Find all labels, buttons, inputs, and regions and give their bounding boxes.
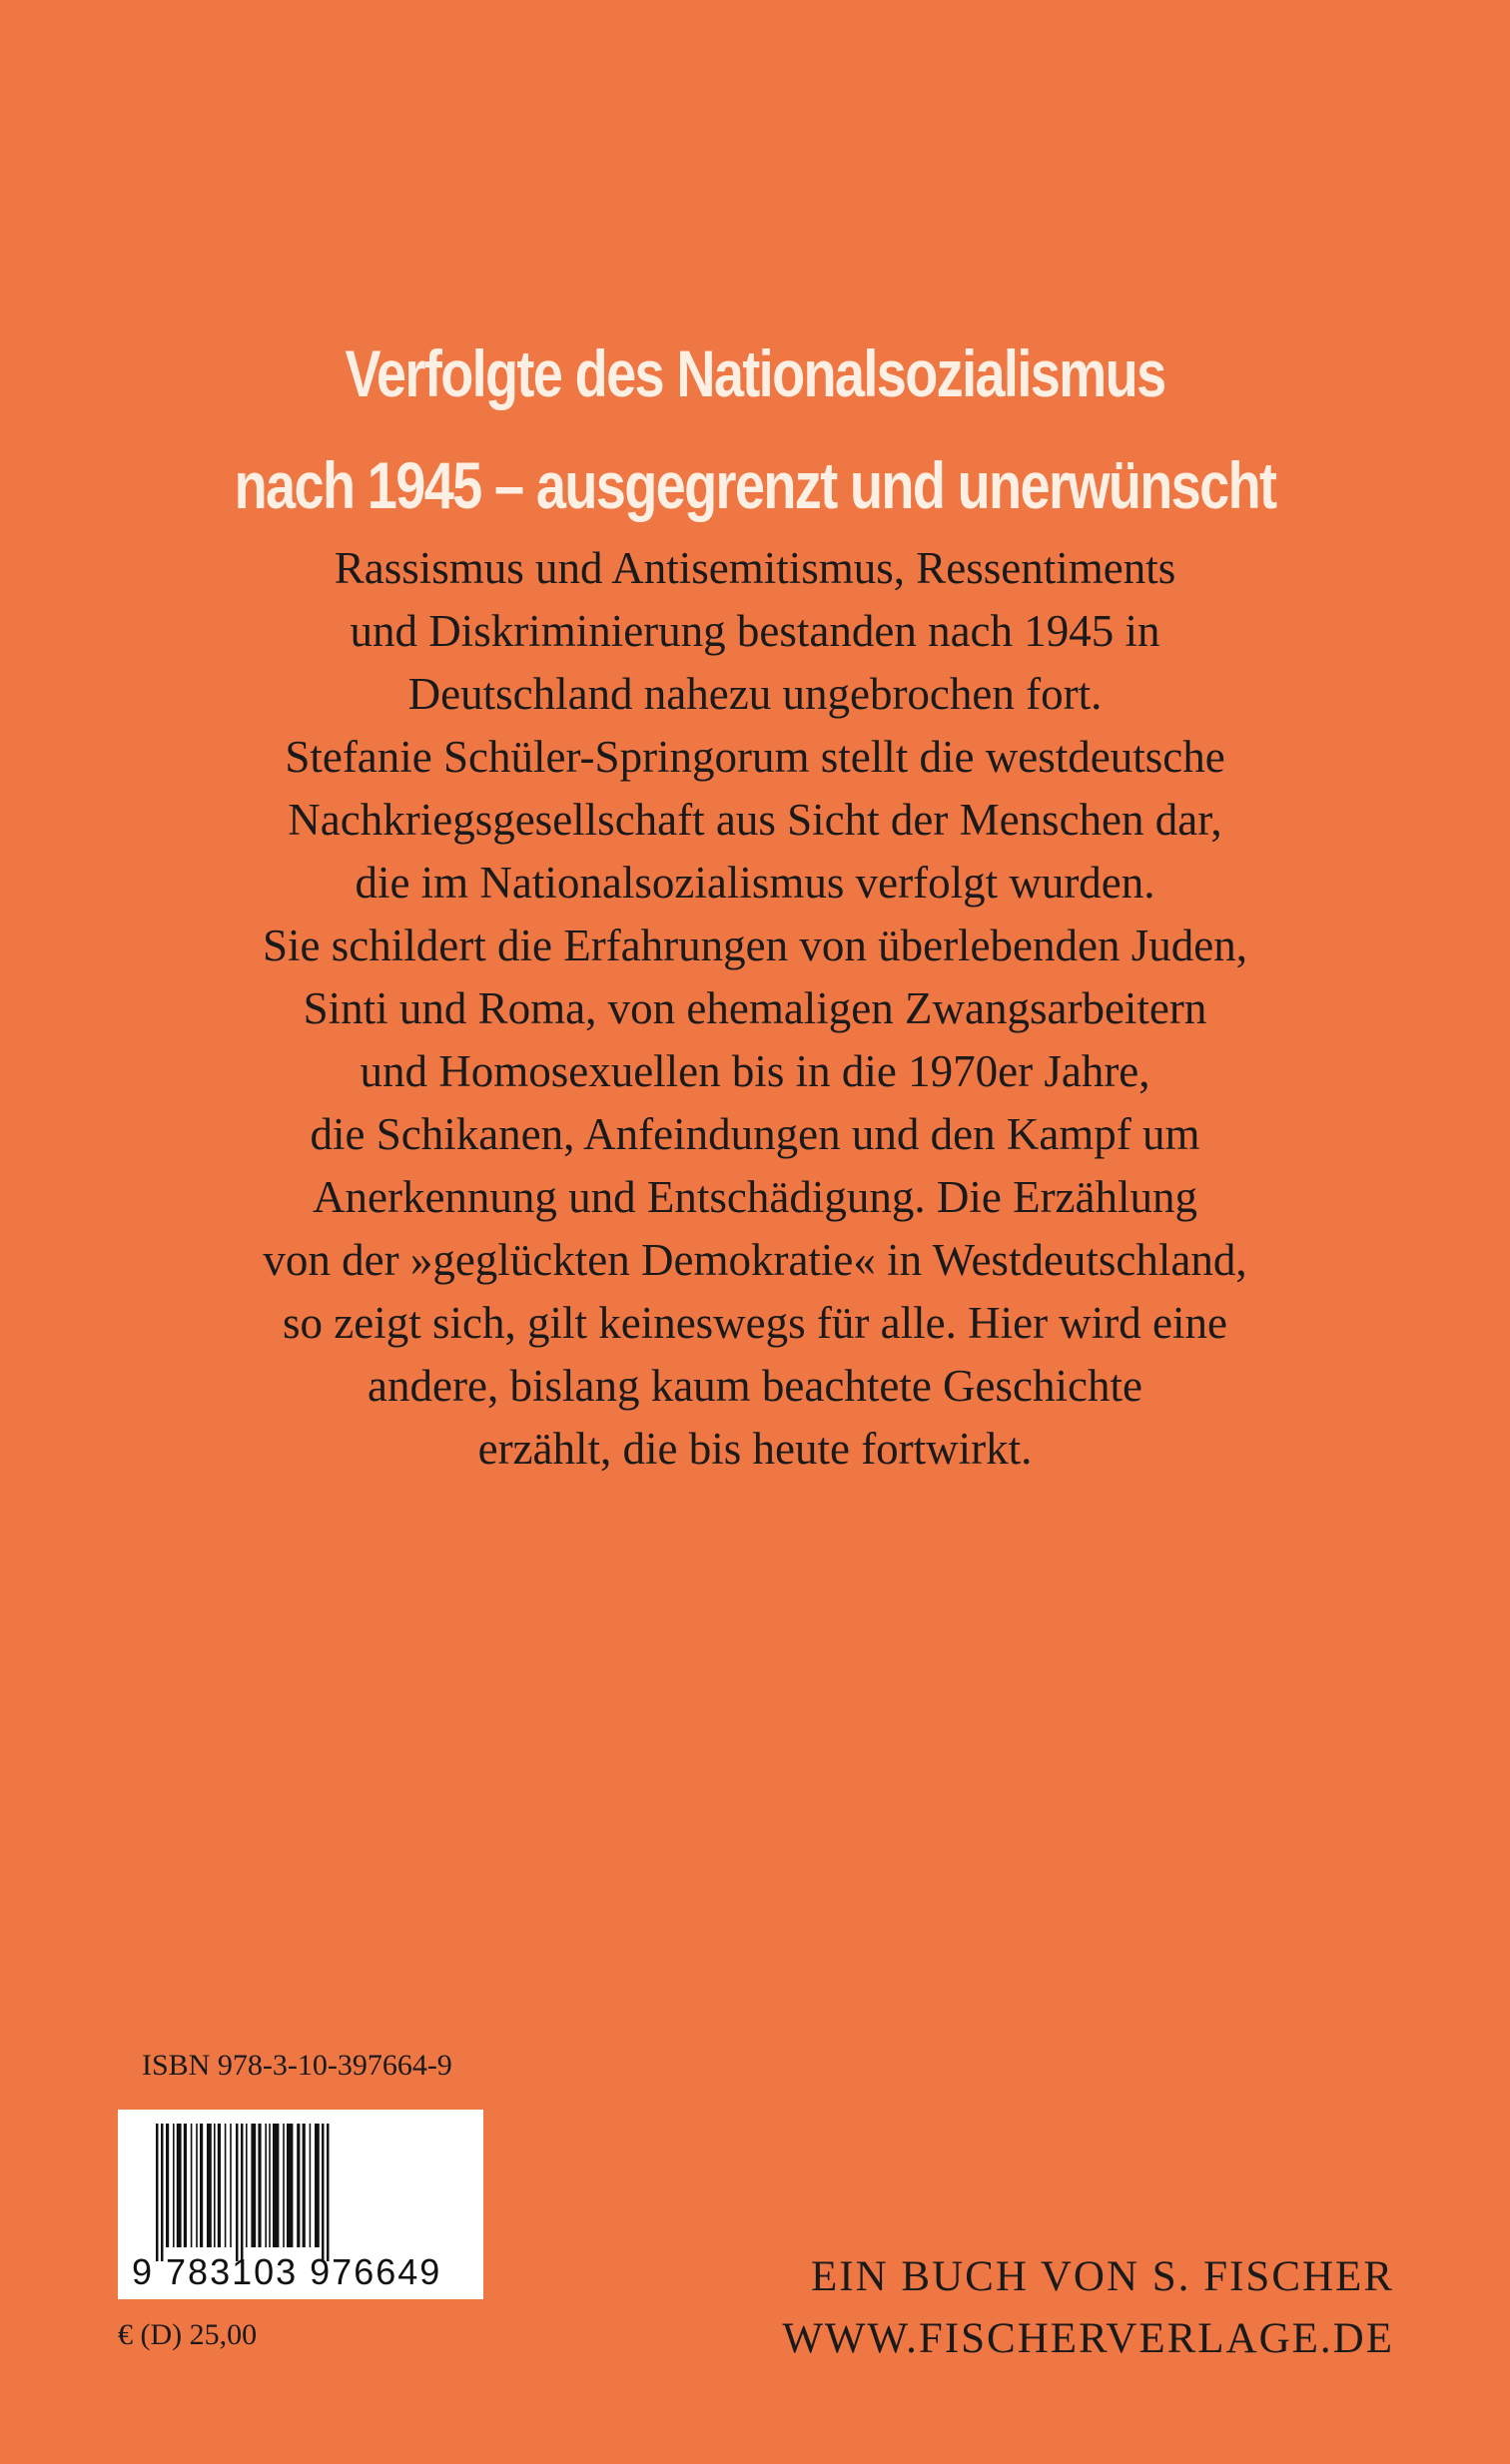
blurb-line: andere, bislang kaum beachtete Geschichte: [368, 1361, 1142, 1411]
blurb-line: von der »geglückten Demokratie« in Westdeutschland,: [263, 1235, 1247, 1285]
blurb-line: Anerkennung und Entschädigung. Die Erzählung: [312, 1172, 1198, 1222]
blurb-line: so zeigt sich, gilt keineswegs für alle. Hier wird eine: [283, 1298, 1227, 1348]
price-label: € (D) 25,00: [118, 2318, 258, 2351]
blurb-line: erzählt, die bis heute fortwirkt.: [477, 1424, 1033, 1474]
headline-line-1: Verfolgte des Nationalsozialismus: [345, 336, 1165, 410]
isbn-label: ISBN 978-3-10-397664-9: [142, 2049, 452, 2082]
blurb-line: Nachkriegsgesellschaft aus Sicht der Menschen dar,: [288, 795, 1222, 845]
barcode: [118, 2110, 483, 2299]
blurb-line: Sie schildert die Erfahrungen von überlebenden Juden,: [263, 921, 1247, 970]
blurb-line: die Schikanen, Anfeindungen und den Kampf um: [310, 1109, 1200, 1159]
headline-line-2: nach 1945 – ausgegrenzt und unerwünscht: [234, 448, 1276, 522]
blurb-line: und Diskriminierung bestanden nach 1945 in: [350, 606, 1160, 656]
blurb-line: die im Nationalsozialismus verfolgt wurden.: [355, 858, 1155, 908]
blurb-line: Rassismus und Antisemitismus, Ressentiments: [334, 543, 1176, 593]
blurb-line: und Homosexuellen bis in die 1970er Jahre,: [360, 1046, 1150, 1096]
blurb-line: Stefanie Schüler-Springorum stellt die westdeutsche: [285, 732, 1225, 782]
publisher-line: EIN BUCH VON S. FISCHER: [811, 2253, 1394, 2300]
barcode-digits: 9 783103 976649: [132, 2251, 442, 2292]
blurb-line: Deutschland nahezu ungebrochen fort.: [407, 669, 1103, 719]
blurb-line: Sinti und Roma, von ehemaligen Zwangsarbeitern: [303, 983, 1207, 1033]
publisher-info: [782, 2246, 1394, 2370]
headline: [136, 317, 1374, 541]
blurb-text: [0, 537, 1510, 1481]
publisher-url: WWW.FISCHERVERLAGE.DE: [782, 2315, 1394, 2362]
